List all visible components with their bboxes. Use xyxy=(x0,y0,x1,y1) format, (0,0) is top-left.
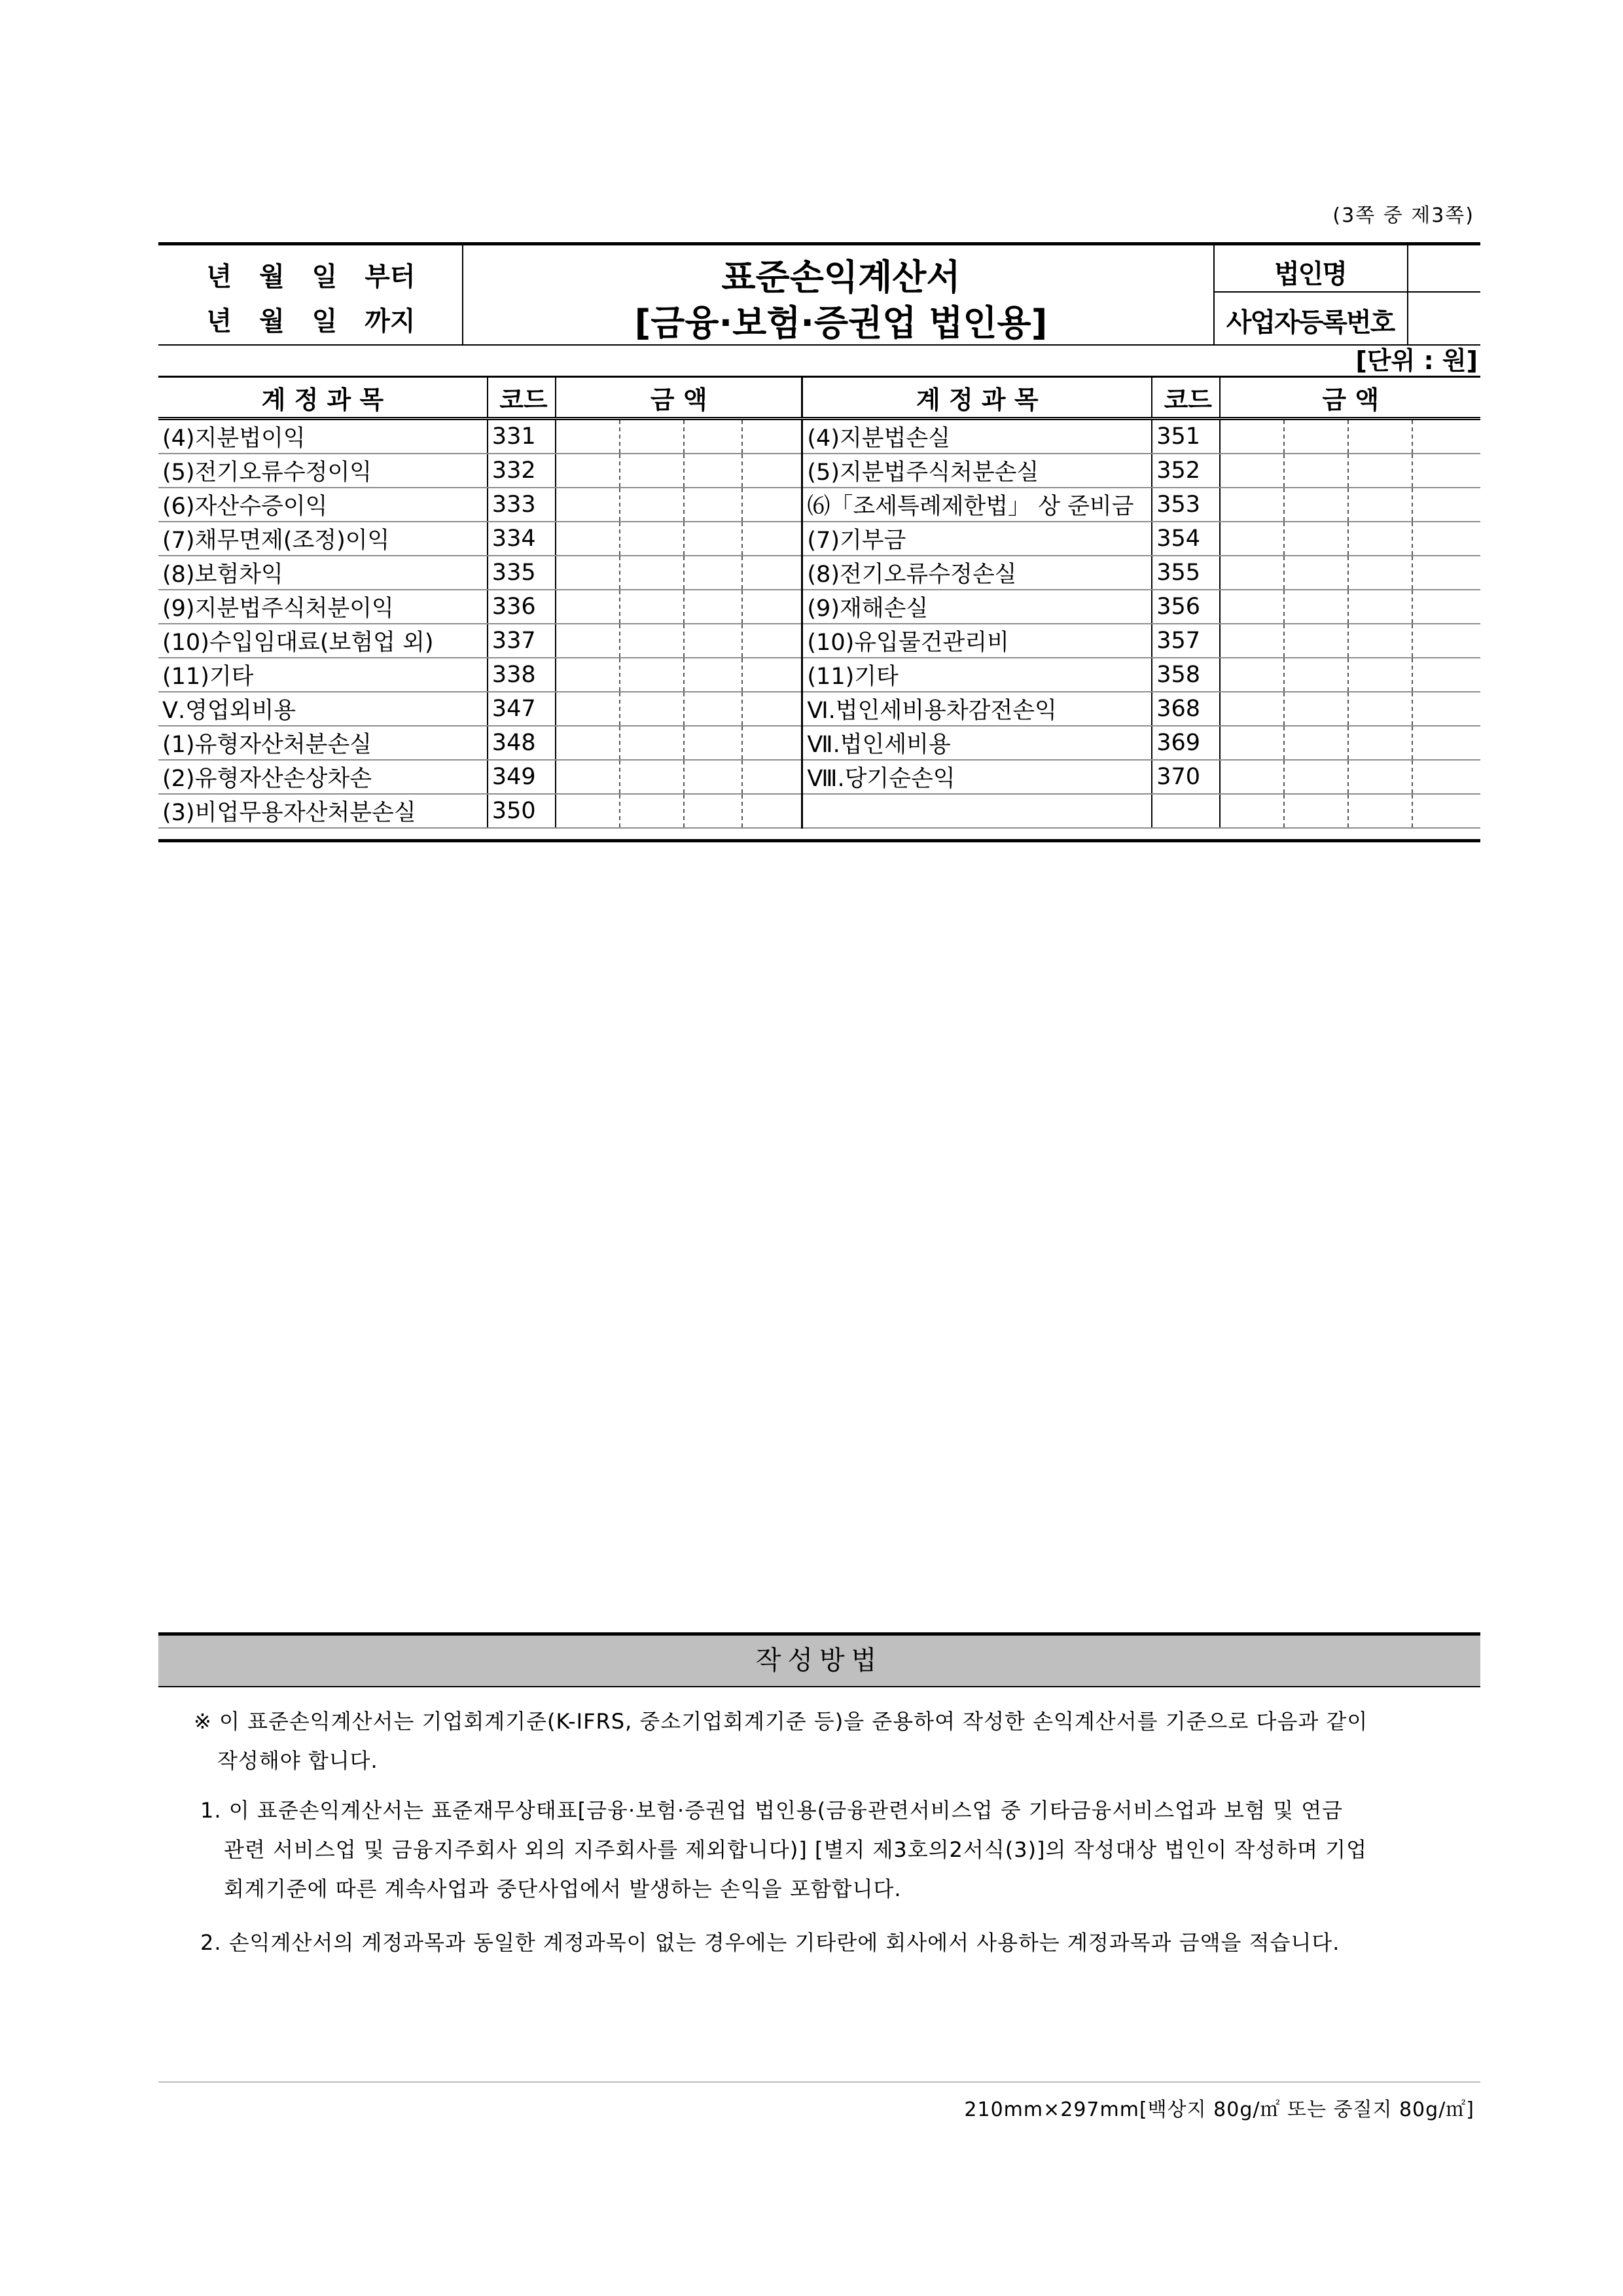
right-amount-cell[interactable] xyxy=(1412,522,1480,556)
right-amount-cell[interactable] xyxy=(1220,794,1284,828)
col-amount: 금 액 xyxy=(1220,377,1480,419)
left-amount-cell[interactable] xyxy=(684,692,742,726)
right-amount-cell[interactable] xyxy=(1412,760,1480,794)
right-code: 354 xyxy=(1152,522,1220,556)
left-amount-cell[interactable] xyxy=(556,658,620,692)
left-amount-cell[interactable] xyxy=(742,556,802,590)
left-account-name: Ⅴ.영업외비용 xyxy=(158,692,488,726)
table-row xyxy=(158,556,1480,590)
right-amount-cell[interactable] xyxy=(1412,590,1480,624)
right-amount-cell[interactable] xyxy=(1348,556,1412,590)
left-account-name: (9)지분법주식처분이익 xyxy=(158,590,488,624)
right-amount-cell[interactable] xyxy=(1220,760,1284,794)
right-amount-cell[interactable] xyxy=(1348,454,1412,488)
paper-spec: 210mm×297mm[백상지 80g/㎡ 또는 중질지 80g/㎡] xyxy=(964,2098,1474,2121)
left-account-name: (4)지분법이익 xyxy=(158,419,488,454)
table-row xyxy=(158,488,1480,522)
right-amount-cell[interactable] xyxy=(1412,794,1480,828)
right-account-name: (5)지분법주식처분손실 xyxy=(802,454,1152,488)
left-amount-cell[interactable] xyxy=(556,726,620,760)
right-account-name: Ⅷ.당기순손익 xyxy=(802,760,1152,794)
left-account-name: (3)비업무용자산처분손실 xyxy=(158,794,488,828)
left-amount-cell[interactable] xyxy=(684,590,742,624)
right-amount-cell[interactable] xyxy=(1220,522,1284,556)
right-code: 369 xyxy=(1152,726,1220,760)
table-row xyxy=(158,419,1480,454)
left-code: 331 xyxy=(488,419,556,454)
left-amount-cell[interactable] xyxy=(620,522,684,556)
page-number: (3쪽 중 제3쪽) xyxy=(1332,204,1474,227)
left-amount-cell[interactable] xyxy=(684,419,742,454)
right-code: 370 xyxy=(1152,760,1220,794)
right-amount-cell[interactable] xyxy=(1412,556,1480,590)
right-amount-cell[interactable] xyxy=(1412,658,1480,692)
right-code: 353 xyxy=(1152,488,1220,522)
left-account-name: (8)보험차익 xyxy=(158,556,488,590)
left-amount-cell[interactable] xyxy=(684,522,742,556)
left-amount-cell[interactable] xyxy=(620,658,684,692)
table-row xyxy=(158,726,1480,760)
table-row xyxy=(158,624,1480,658)
instructions-item-1 xyxy=(200,1791,1457,1909)
left-amount-cell[interactable] xyxy=(556,488,620,522)
left-account-name: (5)전기오류수정이익 xyxy=(158,454,488,488)
left-amount-cell[interactable] xyxy=(556,794,620,828)
right-amount-cell[interactable] xyxy=(1412,488,1480,522)
right-code: 352 xyxy=(1152,454,1220,488)
period-from: 년 월 일 부터 xyxy=(206,262,416,292)
right-amount-cell[interactable] xyxy=(1284,794,1348,828)
instructions-item-2 xyxy=(200,1923,1457,1962)
right-amount-cell[interactable] xyxy=(1284,590,1348,624)
corp-name-field[interactable] xyxy=(1411,251,1476,287)
right-amount-cell[interactable] xyxy=(1348,794,1412,828)
table-bottom-rule xyxy=(158,839,1480,842)
left-amount-cell[interactable] xyxy=(620,488,684,522)
left-account-name: (1)유형자산처분손실 xyxy=(158,726,488,760)
left-amount-cell[interactable] xyxy=(742,726,802,760)
item-line: 회계기준에 따른 계속사업과 중단사업에서 발생하는 손익을 포함합니다. xyxy=(224,1876,902,1901)
right-amount-cell[interactable] xyxy=(1220,624,1284,658)
right-amount-cell[interactable] xyxy=(1348,624,1412,658)
item-line: 관련 서비스업 및 금융지주회사 외의 지주회사를 제외합니다)] [별지 제3호의2서식(3)]의 작성대상 법인이 작성하며 기업 xyxy=(224,1837,1368,1862)
right-account-name: (10)유입물건관리비 xyxy=(802,624,1152,658)
right-amount-cell[interactable] xyxy=(1220,419,1284,454)
right-amount-cell[interactable] xyxy=(1220,556,1284,590)
table-row xyxy=(158,760,1480,794)
left-amount-cell[interactable] xyxy=(620,419,684,454)
right-amount-cell[interactable] xyxy=(1348,658,1412,692)
right-amount-cell[interactable] xyxy=(1348,590,1412,624)
left-amount-cell[interactable] xyxy=(742,419,802,454)
left-amount-cell[interactable] xyxy=(684,726,742,760)
left-amount-cell[interactable] xyxy=(556,522,620,556)
form-title: 표준손익계산서 xyxy=(721,257,961,298)
table-row xyxy=(158,590,1480,624)
left-amount-cell[interactable] xyxy=(684,624,742,658)
note-line: ※ 이 표준손익계산서는 기업회계기준(K-IFRS, 중소기업회계기준 등)을 준용하여 작성한 손익계산서를 기준으로 다음과 같이 xyxy=(194,1709,1368,1734)
table-header xyxy=(158,377,1480,419)
right-amount-cell[interactable] xyxy=(1220,692,1284,726)
left-code: 332 xyxy=(488,454,556,488)
col-code: 코드 xyxy=(488,377,556,419)
left-amount-cell[interactable] xyxy=(620,556,684,590)
right-code xyxy=(1152,794,1220,828)
instructions-note xyxy=(194,1702,1450,1780)
left-code: 338 xyxy=(488,658,556,692)
right-amount-cell[interactable] xyxy=(1412,692,1480,726)
left-amount-cell[interactable] xyxy=(620,760,684,794)
left-amount-cell[interactable] xyxy=(556,590,620,624)
left-account-name: (7)채무면제(조정)이익 xyxy=(158,522,488,556)
left-amount-cell[interactable] xyxy=(556,454,620,488)
right-account-name: ⑹「조세특례제한법」 상 준비금 xyxy=(802,488,1152,522)
right-amount-cell[interactable] xyxy=(1348,419,1412,454)
left-amount-cell[interactable] xyxy=(556,556,620,590)
left-amount-cell[interactable] xyxy=(620,590,684,624)
left-amount-cell[interactable] xyxy=(742,658,802,692)
item-line: 1. 이 표준손익계산서는 표준재무상태표[금융·보험·증권업 법인용(금융관련서비스업 중 기타금융서비스업과 보험 및 연금 xyxy=(200,1798,1344,1823)
right-amount-cell[interactable] xyxy=(1220,454,1284,488)
right-code: 351 xyxy=(1152,419,1220,454)
right-code: 368 xyxy=(1152,692,1220,726)
right-amount-cell[interactable] xyxy=(1284,454,1348,488)
left-amount-cell[interactable] xyxy=(742,760,802,794)
left-amount-cell[interactable] xyxy=(684,658,742,692)
form-header xyxy=(158,242,1480,346)
right-code: 357 xyxy=(1152,624,1220,658)
left-account-name: (10)수입임대료(보험업 외) xyxy=(158,624,488,658)
right-code: 358 xyxy=(1152,658,1220,692)
left-amount-cell[interactable] xyxy=(684,488,742,522)
left-amount-cell[interactable] xyxy=(684,556,742,590)
col-amount: 금 액 xyxy=(556,377,802,419)
left-amount-cell[interactable] xyxy=(742,692,802,726)
right-amount-cell[interactable] xyxy=(1220,488,1284,522)
left-amount-cell[interactable] xyxy=(742,590,802,624)
right-amount-cell[interactable] xyxy=(1348,522,1412,556)
left-amount-cell[interactable] xyxy=(620,624,684,658)
left-account-name: (6)자산수증이익 xyxy=(158,488,488,522)
left-code: 350 xyxy=(488,794,556,828)
right-amount-cell[interactable] xyxy=(1284,556,1348,590)
left-amount-cell[interactable] xyxy=(684,454,742,488)
left-amount-cell[interactable] xyxy=(742,454,802,488)
right-account-name: Ⅶ.법인세비용 xyxy=(802,726,1152,760)
divider xyxy=(1407,245,1408,344)
left-code: 349 xyxy=(488,760,556,794)
right-account-name xyxy=(802,794,1152,828)
left-code: 333 xyxy=(488,488,556,522)
right-amount-cell[interactable] xyxy=(1284,488,1348,522)
left-amount-cell[interactable] xyxy=(620,692,684,726)
left-code: 347 xyxy=(488,692,556,726)
right-account-name: (8)전기오류수정손실 xyxy=(802,556,1152,590)
right-account-name: (9)재해손실 xyxy=(802,590,1152,624)
left-amount-cell[interactable] xyxy=(620,794,684,828)
right-account-name: (4)지분법손실 xyxy=(802,419,1152,454)
form-subtitle: [금융·보험·증권업 법인용] xyxy=(634,302,1048,344)
col-account: 계 정 과 목 xyxy=(802,377,1152,419)
left-account-name: (11)기타 xyxy=(158,658,488,692)
col-account: 계 정 과 목 xyxy=(158,377,488,419)
right-account-name: (7)기부금 xyxy=(802,522,1152,556)
left-code: 335 xyxy=(488,556,556,590)
left-amount-cell[interactable] xyxy=(742,794,802,828)
right-amount-cell[interactable] xyxy=(1220,658,1284,692)
biz-no-field[interactable] xyxy=(1411,298,1476,340)
period-to: 년 월 일 까지 xyxy=(206,306,416,336)
right-amount-cell[interactable] xyxy=(1284,522,1348,556)
left-amount-cell[interactable] xyxy=(620,726,684,760)
unit-label: [단위 : 원] xyxy=(1355,346,1478,375)
left-amount-cell[interactable] xyxy=(556,692,620,726)
left-code: 348 xyxy=(488,726,556,760)
table-row xyxy=(158,522,1480,556)
biz-no-label: 사업자등록번호 xyxy=(1226,308,1395,338)
right-amount-cell[interactable] xyxy=(1348,726,1412,760)
divider xyxy=(1213,291,1480,293)
table-row xyxy=(158,454,1480,488)
right-code: 355 xyxy=(1152,556,1220,590)
right-amount-cell[interactable] xyxy=(1284,624,1348,658)
corp-name-label: 법인명 xyxy=(1274,259,1346,289)
right-amount-cell[interactable] xyxy=(1220,726,1284,760)
note-line: 작성해야 합니다. xyxy=(217,1748,378,1773)
right-amount-cell[interactable] xyxy=(1348,760,1412,794)
table-row xyxy=(158,794,1480,828)
left-code: 334 xyxy=(488,522,556,556)
left-amount-cell[interactable] xyxy=(684,794,742,828)
left-amount-cell[interactable] xyxy=(556,624,620,658)
right-code: 356 xyxy=(1152,590,1220,624)
right-amount-cell[interactable] xyxy=(1284,692,1348,726)
col-code: 코드 xyxy=(1152,377,1220,419)
right-account-name: Ⅵ.법인세비용차감전손익 xyxy=(802,692,1152,726)
right-amount-cell[interactable] xyxy=(1412,726,1480,760)
right-amount-cell[interactable] xyxy=(1412,419,1480,454)
right-amount-cell[interactable] xyxy=(1348,692,1412,726)
left-account-name: (2)유형자산손상차손 xyxy=(158,760,488,794)
right-amount-cell[interactable] xyxy=(1284,726,1348,760)
instructions-title: 작성방법 xyxy=(158,1632,1480,1687)
right-amount-cell[interactable] xyxy=(1284,760,1348,794)
right-amount-cell[interactable] xyxy=(1284,419,1348,454)
left-amount-cell[interactable] xyxy=(684,760,742,794)
footer-rule xyxy=(158,2081,1480,2083)
left-amount-cell[interactable] xyxy=(556,760,620,794)
left-amount-cell[interactable] xyxy=(742,488,802,522)
left-amount-cell[interactable] xyxy=(742,522,802,556)
right-amount-cell[interactable] xyxy=(1412,454,1480,488)
right-account-name: (11)기타 xyxy=(802,658,1152,692)
income-statement-table xyxy=(158,376,1480,829)
left-code: 337 xyxy=(488,624,556,658)
right-amount-cell[interactable] xyxy=(1220,590,1284,624)
right-amount-cell[interactable] xyxy=(1348,488,1412,522)
left-code: 336 xyxy=(488,590,556,624)
left-amount-cell[interactable] xyxy=(742,624,802,658)
table-row xyxy=(158,692,1480,726)
item-line: 2. 손익계산서의 계정과목과 동일한 계정과목이 없는 경우에는 기타란에 회사에서 사용하는 계정과목과 금액을 적습니다. xyxy=(200,1930,1340,1955)
left-amount-cell[interactable] xyxy=(620,454,684,488)
table-row xyxy=(158,658,1480,692)
left-amount-cell[interactable] xyxy=(556,419,620,454)
right-amount-cell[interactable] xyxy=(1412,624,1480,658)
right-amount-cell[interactable] xyxy=(1284,658,1348,692)
